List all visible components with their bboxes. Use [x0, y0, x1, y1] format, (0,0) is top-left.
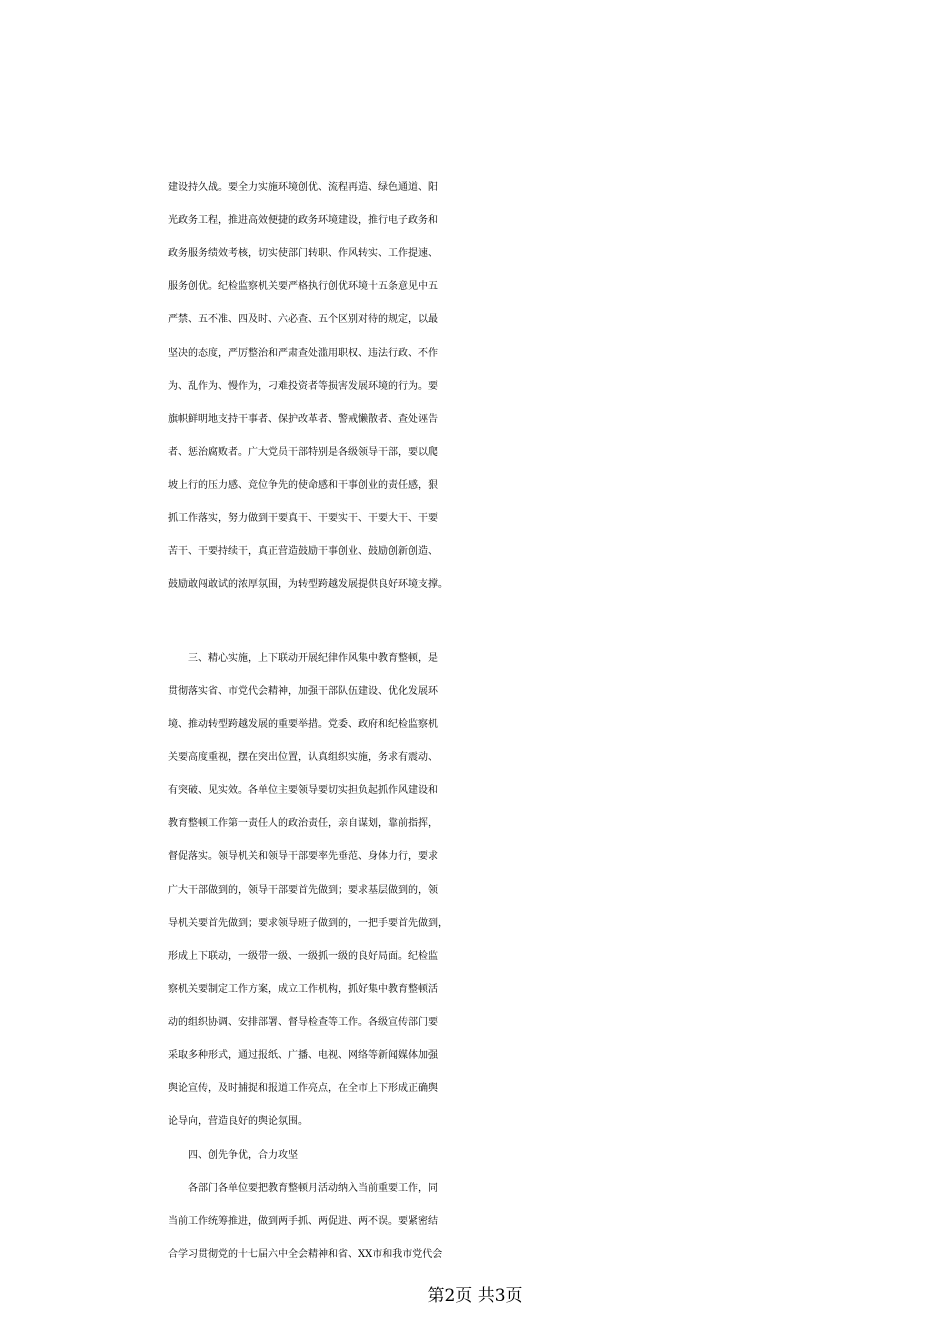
paragraph-line: 者、惩治腐败者。广大党员干部特别是各级领导干部，要以爬: [168, 447, 438, 458]
paragraph-line: 采取多种形式，通过报纸、广播、电视、网络等新闻媒体加强: [168, 1050, 438, 1061]
paragraph-line: 境、推动转型跨越发展的重要举措。党委、政府和纪检监察机: [168, 719, 438, 730]
paragraph-line: 当前工作统筹推进，做到两手抓、两促进、两不误。要紧密结: [168, 1216, 438, 1227]
paragraph-line: 贯彻落实省、市党代会精神，加强干部队伍建设、优化发展环: [168, 686, 438, 697]
paragraph-line: 政务服务绩效考核，切实使部门转职、作风转实、工作提速、: [168, 248, 438, 259]
paragraph-line: 建设持久战。要全力实施环境创优、流程再造、绿色通道、阳: [168, 182, 438, 193]
paragraph-line: 有突破、见实效。各单位主要领导要切实担负起抓作风建设和: [168, 785, 438, 796]
page-number-footer: 第2页 共3页: [427, 1286, 523, 1306]
paragraph-line: 坡上行的压力感、竞位争先的使命感和干事创业的责任感，狠: [168, 480, 438, 491]
paragraph-line: 教育整顿工作第一责任人的政治责任，亲自谋划，靠前指挥，: [168, 818, 438, 829]
paragraph-line: 舆论宣传，及时捕捉和报道工作亮点，在全市上下形成正确舆: [168, 1083, 438, 1094]
paragraph-line: 导机关要首先做到；要求领导班子做到的，一把手要首先做到，: [168, 918, 448, 929]
paragraph-line: 旗帜鲜明地支持干事者、保护改革者、警戒懒散者、查处诬告: [168, 414, 438, 425]
paragraph-line: 服务创优。纪检监察机关要严格执行创优环境十五条意见中五: [168, 281, 438, 292]
paragraph-line: 形成上下联动，一级带一级、一级抓一级的良好局面。纪检监: [168, 951, 438, 962]
paragraph-line: 各部门各单位要把教育整顿月活动纳入当前重要工作，同: [168, 1183, 438, 1194]
paragraph-line: 抓工作落实，努力做到干要真干、干要实干、干要大干、干要: [168, 513, 438, 524]
paragraph-line: 论导向，营造良好的舆论氛围。: [168, 1116, 308, 1127]
paragraph-line: 三、精心实施，上下联动开展纪律作风集中教育整顿，是: [168, 653, 438, 664]
paragraph-line: 合学习贯彻党的十七届六中全会精神和省、XX市和我市党代会: [168, 1249, 443, 1260]
paragraph-line: 苦干、干要持续干，真正营造鼓励干事创业、鼓励创新创造、: [168, 546, 438, 557]
paragraph-line: 严禁、五不准、四及时、六必查、五个区别对待的规定，以最: [168, 314, 438, 325]
section-heading: 四、创先争优，合力攻坚: [168, 1150, 298, 1161]
paragraph-line: 广大干部做到的，领导干部要首先做到；要求基层做到的，领: [168, 885, 438, 896]
paragraph-line: 光政务工程，推进高效便捷的政务环境建设，推行电子政务和: [168, 215, 438, 226]
paragraph-line: 关要高度重视，摆在突出位置，认真组织实施，务求有震动、: [168, 752, 438, 763]
paragraph-line: 动的组织协调、安排部署、督导检查等工作。各级宣传部门要: [168, 1017, 438, 1028]
paragraph-line: 坚决的态度，严厉整治和严肃查处滥用职权、违法行政、不作: [168, 348, 438, 359]
paragraph-line: 鼓励敢闯敢试的浓厚氛围，为转型跨越发展提供良好环境支撑。: [168, 579, 448, 590]
paragraph-line: 督促落实。领导机关和领导干部要率先垂范、身体力行，要求: [168, 851, 438, 862]
paragraph-line: 察机关要制定工作方案，成立工作机构，抓好集中教育整顿活: [168, 984, 438, 995]
paragraph-line: 为、乱作为、慢作为，刁难投资者等损害发展环境的行为。要: [168, 381, 438, 392]
